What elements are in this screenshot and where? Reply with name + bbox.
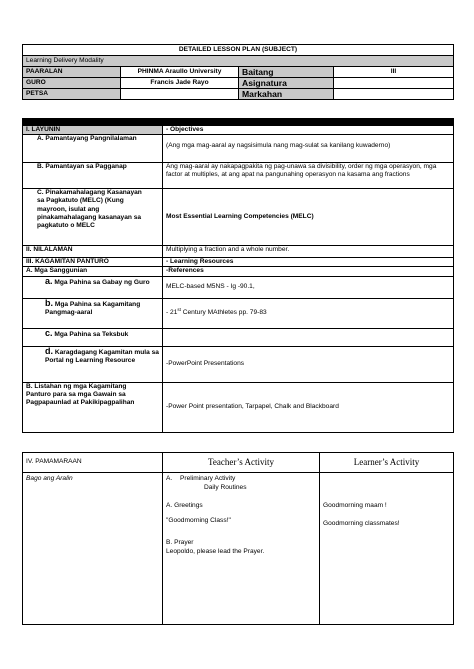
list-letter-b: b. — [45, 298, 53, 308]
markahan-value — [334, 89, 454, 100]
bago-ang-aralin-label: Bago ang Aralin — [23, 473, 163, 625]
prayer-letter: B. — [166, 539, 173, 547]
kagamitang-pangmag-aaral-label — [23, 298, 163, 328]
baitang-label: Baitang — [239, 67, 334, 78]
learning-resources-label: - Learning Resources — [163, 258, 454, 267]
asignatura-value — [334, 78, 454, 89]
greetings-label: Greetings — [174, 502, 203, 510]
sanggunian-label: A. Mga Sanggunian — [23, 267, 163, 276]
petsa-value — [121, 89, 239, 100]
pamantayan-pagganap-label: B. Pamantayan sa Pagganap — [23, 163, 163, 189]
petsa-label: PETSA — [23, 89, 121, 100]
prayer-label: Prayer — [174, 539, 194, 547]
greetings-letter: A — [166, 502, 171, 510]
kagamitang-pangmag-aaral-value — [163, 298, 454, 328]
list-letter-d: d. — [45, 346, 53, 356]
learner-activity-header: Learner’s Activity — [320, 453, 454, 473]
nilalaman-value: Multiplying a fraction and a whole number. — [163, 246, 454, 258]
melc-value: Most Essential Learning Competencies (MELC) — [163, 189, 454, 246]
procedure-table — [22, 452, 454, 625]
references-label: -References — [163, 267, 454, 276]
daily-routines-subheading: Daily Routines — [204, 483, 247, 491]
pamantayang-pangnilalaman-value: (Ang mga mag-aaral ay nagsisimula nang mag-sulat sa kanilang kuwaderno) — [163, 135, 454, 163]
karagdagang-kagamitan-label — [23, 346, 163, 382]
century-prefix: - 21 — [166, 309, 178, 316]
teacher-activity-header: Teacher’s Activity — [163, 453, 320, 473]
greetings-line: "Goodmorning Class!" — [166, 516, 231, 524]
karagdagang-kagamitan-value: -PowerPoint Presentations — [163, 346, 454, 382]
layunin-label: I. LAYUNIN — [23, 126, 163, 135]
header-table — [22, 44, 454, 100]
prayer-line: Leopoldo, please lead the Prayer. — [166, 547, 265, 555]
black-separator-bar — [23, 119, 454, 126]
prelim-letter: A. — [166, 475, 173, 482]
markahan-label: Markahan — [239, 89, 334, 100]
paaralan-value: PHINMA Araullo University — [121, 67, 239, 78]
prelim-title: Preliminary Activity — [180, 475, 236, 482]
learner-response-2: Goodmorning classmates! — [323, 519, 400, 527]
guro-value: Francis Jade Rayo — [121, 78, 239, 89]
list-letter-c: c. — [45, 328, 53, 338]
listahan-label: B. Listahan ng mga Kagamitang Panturo para sa mga Gawain sa Pagpapaunlad at Pakikipagpalihan — [23, 382, 163, 432]
listahan-value: -Power Point presentation, Tarpapel, Chalk and Blackboard — [163, 382, 454, 432]
list-letter-a: a. — [45, 276, 53, 286]
gabay-ng-guro-value: MELC-based M5NS - Ig -90.1, — [163, 276, 454, 298]
prayer-heading — [166, 539, 316, 548]
lesson-plan-title: DETAILED LESSON PLAN (SUBJECT) — [23, 45, 454, 56]
nilalaman-label: II. NILALAMAN — [23, 246, 163, 258]
learner-activity-cell — [320, 473, 454, 625]
pamantayang-pangnilalaman-label: A. Pamantayang Pangnilalaman — [23, 135, 163, 163]
teksbuk-label — [23, 328, 163, 346]
melc-label: C. Pinakamahalagang Kasanayan sa Pagkatuto (MELC) (Kung mayroon, isulat ang pinakamahalagang kasanayan sa pagkatuto o MELC — [23, 189, 163, 246]
teksbuk-text: Mga Pahina sa Teksbuk — [54, 330, 129, 338]
greetings-heading: A. Greetings — [166, 502, 203, 510]
kagamitang-pangmag-aaral-text: Mga Pahina sa Kagamitang Pangmag-aaral — [45, 300, 141, 316]
modality-label: Learning Delivery Modality — [23, 56, 454, 67]
paaralan-label: PAARALAN — [23, 67, 121, 78]
guro-label: GURO — [23, 78, 121, 89]
learner-response-1: Goodmorning maam ! — [323, 502, 387, 509]
teacher-activity-cell — [163, 473, 320, 625]
baitang-value: III — [334, 67, 454, 78]
century-superscript: st — [177, 306, 181, 312]
teksbuk-value — [163, 328, 454, 346]
objectives-label: - Objectives — [163, 126, 454, 135]
lesson-table — [22, 118, 454, 433]
pamamaraan-label: IV. PAMAMARAAN — [23, 453, 163, 473]
karagdagang-kagamitan-text: Karagdagang Kagamitan mula sa Portal ng Learning Resource — [45, 348, 159, 364]
pamantayan-pagganap-value: Ang mag-aaral ay nakapagpakita ng pag-unawa sa divisibility, order ng mga operasyon, mga factor at multiples, at ang apat na pangunahing operasyon na kasama ang fractions — [163, 163, 454, 189]
century-suffix: Century MAthletes pp. 79-83 — [180, 309, 267, 316]
gabay-ng-guro-label — [23, 276, 163, 298]
gabay-ng-guro-text: Mga Pahina sa Gabay ng Guro — [54, 278, 150, 286]
kagamitan-label: III. KAGAMITAN PANTURO — [23, 258, 163, 267]
preliminary-activity-heading — [166, 475, 316, 484]
asignatura-label: Asignatura — [239, 78, 334, 89]
